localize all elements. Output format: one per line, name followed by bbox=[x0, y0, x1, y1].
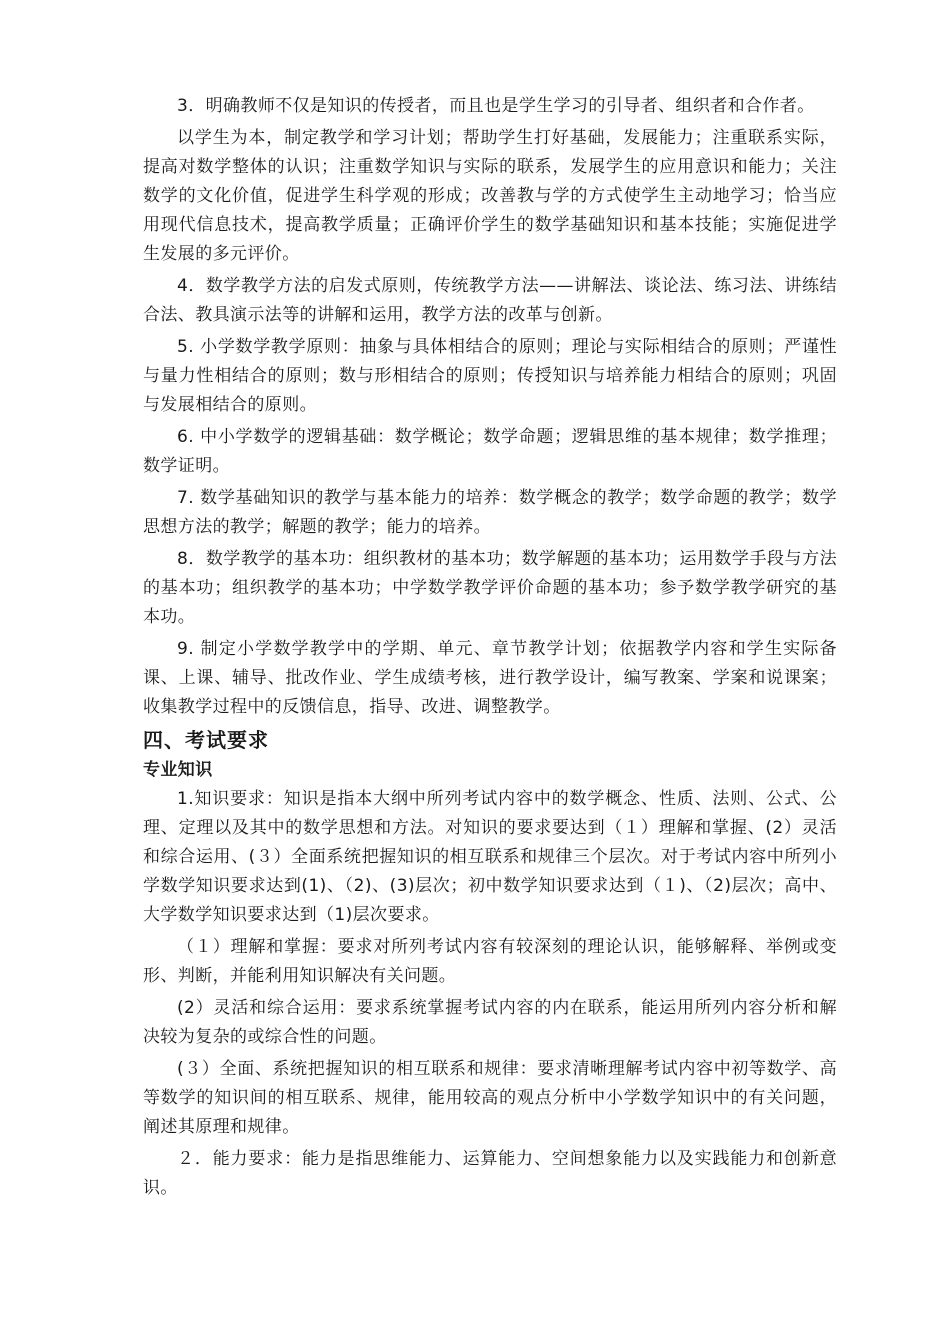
paragraph-4-teaching-methods: 4．数学教学方法的启发式原则，传统教学方法——讲解法、谈论法、练习法、讲练结合法、教具演示法等的讲解和运用，教学方法的改革与创新。 bbox=[143, 276, 837, 325]
paragraph-understand-master: （１）理解和掌握：要求对所列考试内容有较深刻的理论认识，能够解释、举例或变形、判断，并能利用知识解决有关问题。 bbox=[143, 937, 837, 986]
paragraph-student-centered: 以学生为本，制定教学和学习计划；帮助学生打好基础，发展能力；注重联系实际，提高对数学整体的认识；注重数学知识与实际的联系，发展学生的应用意识和能力；关注数学的文化价值，促进学生科学观的形成；改善教与学的方式使学生主动地学习；恰当应用现代信息技术，提高教学质量；正确评价学生的数学基础知识和基本技能；实施促进学生发展的多元评价。 bbox=[143, 128, 837, 264]
paragraph-6-logic-foundation: 6. 中小学数学的逻辑基础：数学概论；数学命题；逻辑思维的基本规律；数学推理；数学证明。 bbox=[143, 427, 837, 476]
paragraph-8-basic-skills: 8．数学教学的基本功：组织教材的基本功；数学解题的基本功；运用数学手段与方法的基本功；组织教学的基本功；中学数学教学评价命题的基本功；参予数学教学研究的基本功。 bbox=[143, 549, 837, 627]
paragraph-7-basic-knowledge: 7. 数学基础知识的教学与基本能力的培养：数学概念的教学；数学命题的教学；数学思想方法的教学；解题的教学；能力的培养。 bbox=[143, 488, 837, 537]
section-heading-exam-requirements: 四、考试要求 bbox=[143, 728, 269, 752]
paragraph-5-teaching-principles: 5. 小学数学教学原则：抽象与具体相结合的原则；理论与实际相结合的原则；严谨性与量力性相结合的原则；数与形相结合的原则；传授知识与培养能力相结合的原则；巩固与发展相结合的原则。 bbox=[143, 337, 837, 415]
document-page bbox=[143, 92, 837, 1203]
paragraph-ability-requirements: ２．能力要求：能力是指思维能力、运算能力、空间想象能力以及实践能力和创新意识。 bbox=[143, 1149, 837, 1198]
subsection-heading-professional-knowledge: 专业知识 bbox=[143, 760, 213, 780]
paragraph-3-teacher-role: 3．明确教师不仅是知识的传授者，而且也是学生学习的引导者、组织者和合作者。 bbox=[177, 96, 815, 116]
paragraph-9-teaching-plan: 9. 制定小学数学教学中的学期、单元、章节教学计划；依据教学内容和学生实际备课、上课、辅导、批改作业、学生成绩考核，进行教学设计，编写教案、学案和说课案；收集教学过程中的反馈信息，指导、改进、调整教学。 bbox=[143, 639, 837, 717]
paragraph-knowledge-requirements: 1.知识要求：知识是指本大纲中所列考试内容中的数学概念、性质、法则、公式、公理、定理以及其中的数学思想和方法。对知识的要求要达到（１）理解和掌握、(2）灵活和综合运用、(３）全面系统把握知识的相互联系和规律三个层次。对于考试内容中所列小学数学知识要求达到(1)、（2)、(3)层次；初中数学知识要求达到（１)、（2)层次；高中、大学数学知识要求达到（1)层次要求。 bbox=[143, 789, 837, 925]
paragraph-systematic-grasp: (３）全面、系统把握知识的相互联系和规律：要求清晰理解考试内容中初等数学、高等数学的知识间的相互联系、规律，能用较高的观点分析中小学数学知识中的有关问题，阐述其原理和规律。 bbox=[143, 1059, 837, 1137]
paragraph-flexible-apply: (2）灵活和综合运用：要求系统掌握考试内容的内在联系，能运用所列内容分析和解决较为复杂的或综合性的问题。 bbox=[143, 998, 837, 1047]
